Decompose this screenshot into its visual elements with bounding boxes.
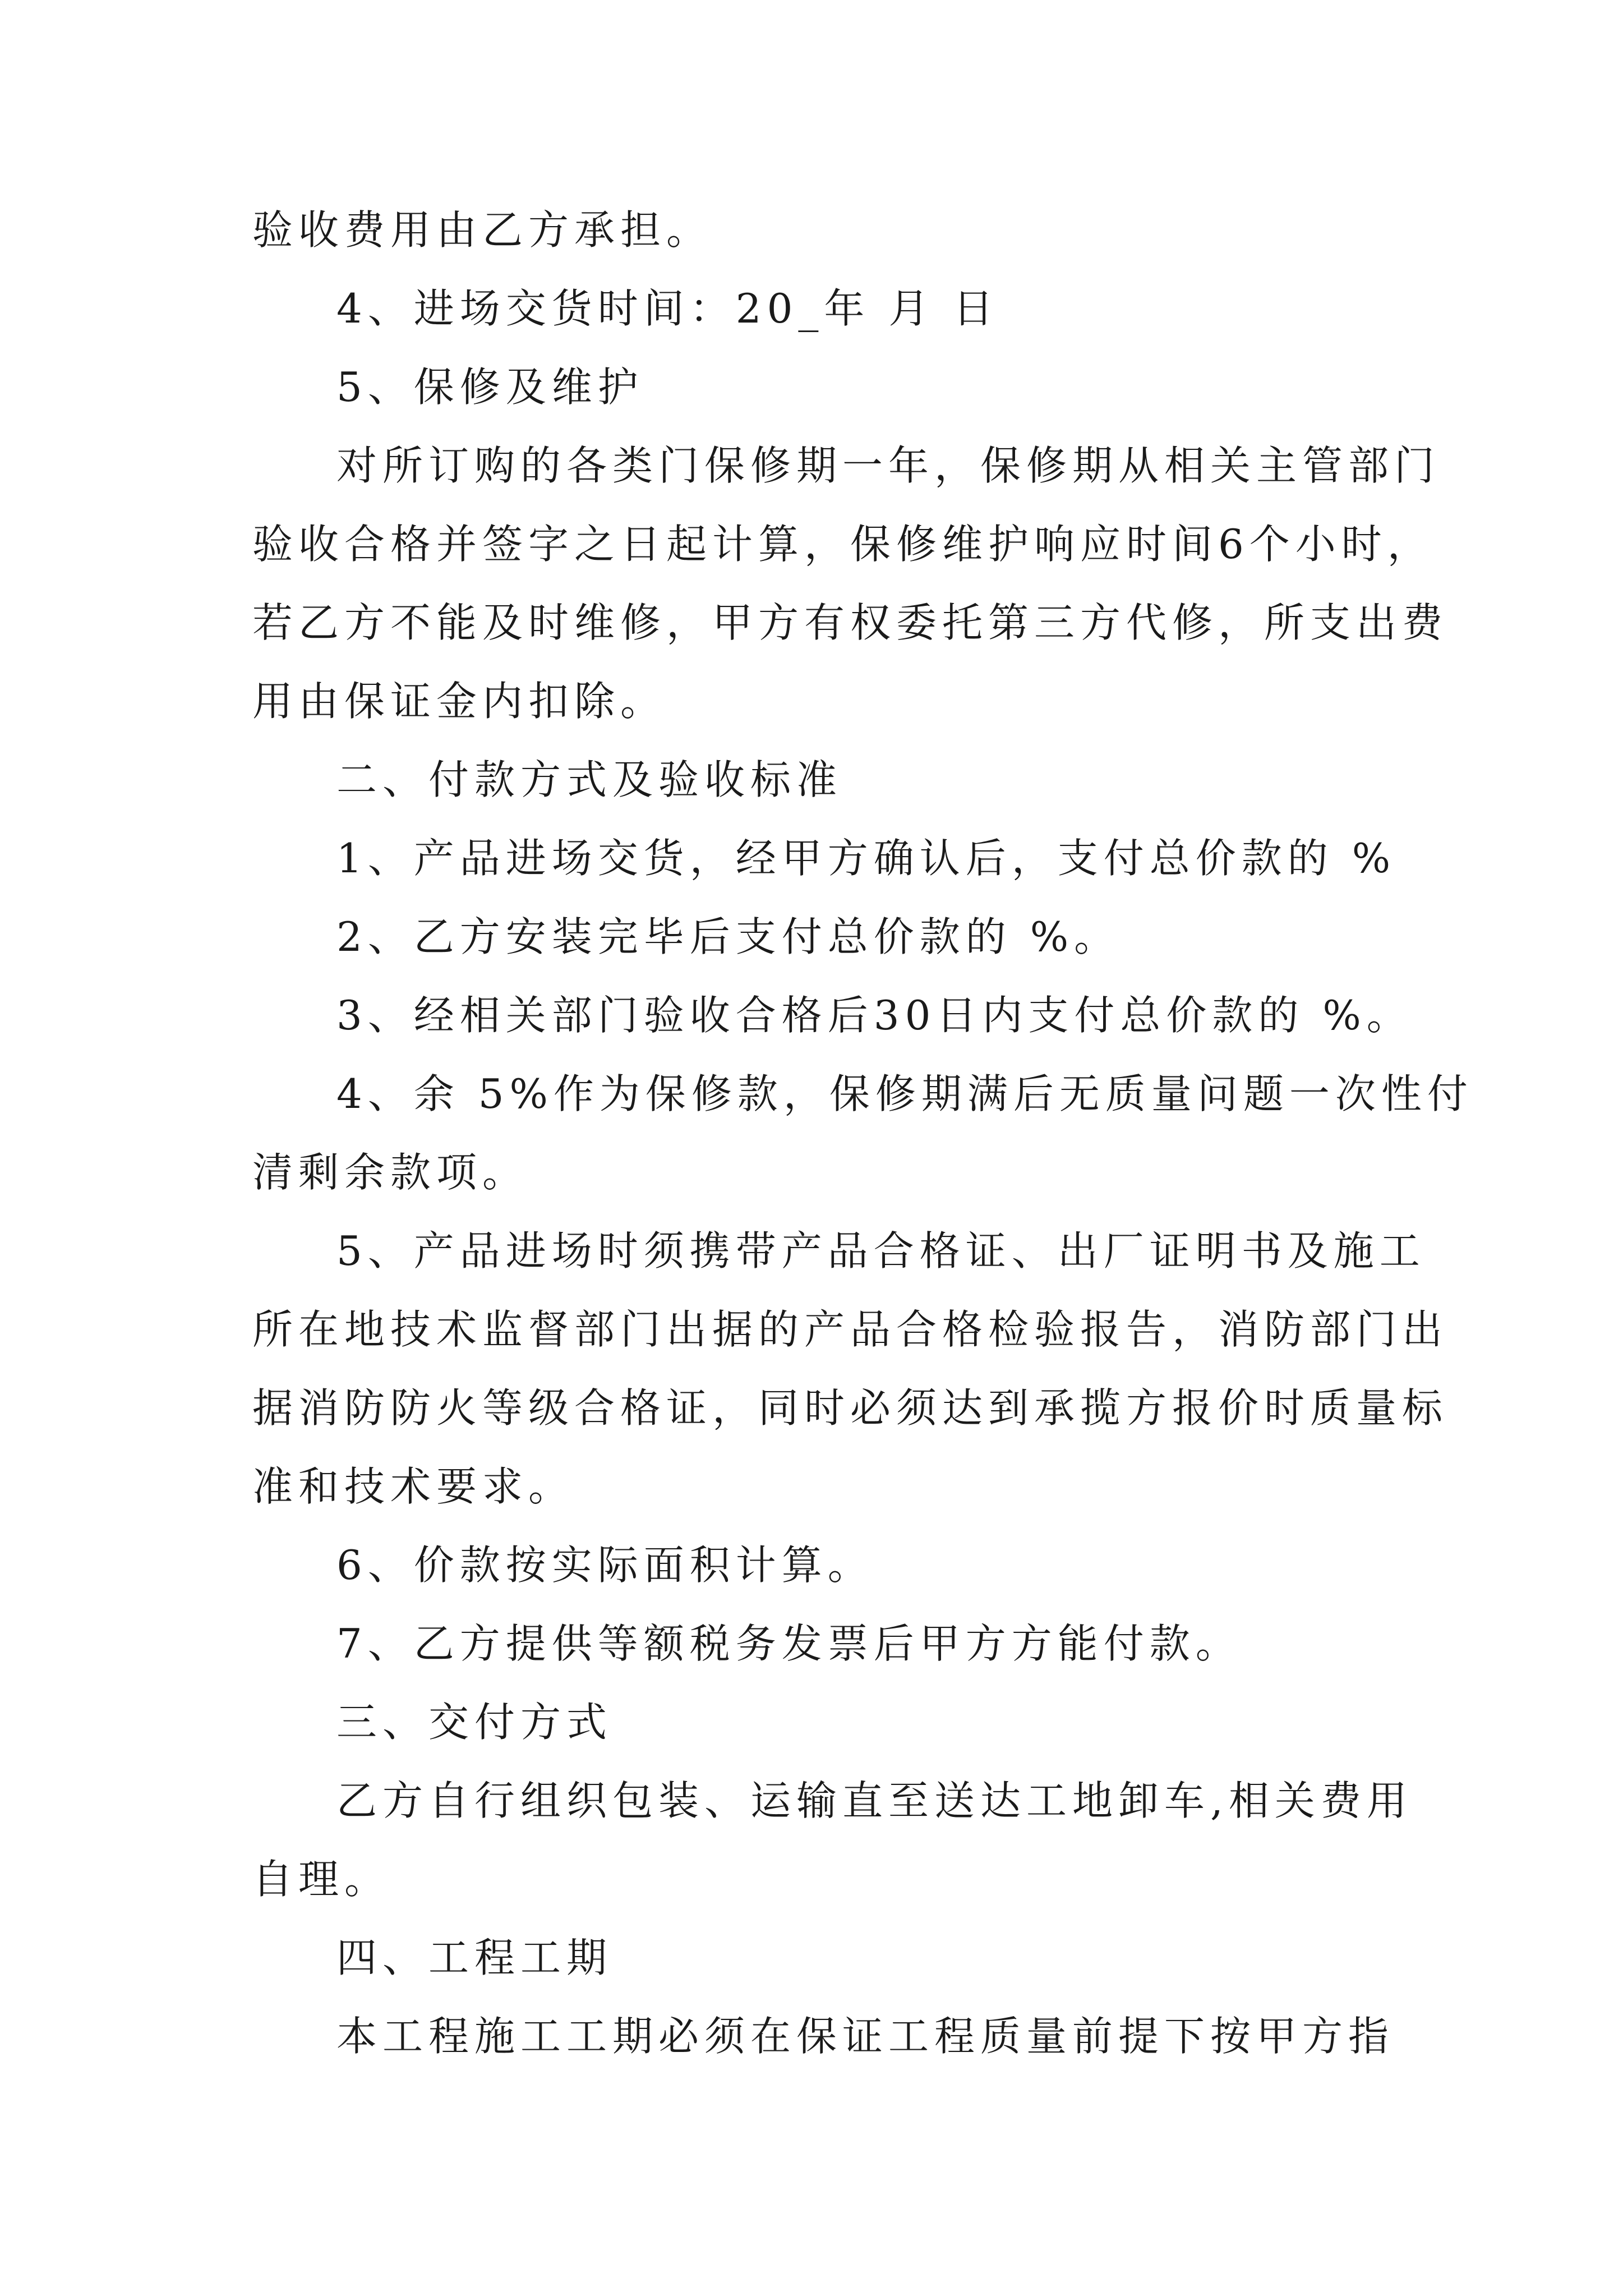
text-line-22: 自理。 [252,1856,391,1903]
text-line-19: 7、乙方提供等额税务发票后甲方方能付款。 [336,1620,1242,1667]
text-line-21: 乙方自行组织包装、运输直至送达工地卸车,相关费用 [336,1777,1413,1824]
text-line-18: 6、价款按实际面积计算。 [336,1542,874,1589]
text-line-9: 1、产品进场交货，经甲方确认后，支付总价款的 % [336,835,1396,882]
text-line-10: 2、乙方安装完毕后支付总价款的 %。 [336,913,1121,960]
text-line-4: 对所订购的各类门保修期一年，保修期从相关主管部门 [336,442,1441,489]
text-line-15: 所在地技术监督部门出据的产品合格检验报告，消防部门出 [252,1306,1449,1353]
text-line-3: 5、保修及维护 [336,364,644,411]
text-line-24: 本工程施工工期必须在保证工程质量前提下按甲方指 [336,2013,1395,2060]
text-line-2: 4、进场交货时间：20_年 月 日 [336,285,999,332]
text-line-11: 3、经相关部门验收合格后30日内支付总价款的 %。 [336,992,1413,1039]
text-line-1: 验收费用由乙方承担。 [252,206,713,254]
section-heading-schedule: 四、工程工期 [336,1934,613,1981]
section-heading-delivery: 三、交付方式 [336,1699,613,1746]
text-line-12: 4、余 5%作为保修款，保修期满后无质量问题一次性付 [336,1070,1473,1117]
text-line-5: 验收合格并签字之日起计算，保修维护响应时间6个小时， [252,521,1433,568]
text-line-13: 清剩余款项。 [252,1149,529,1196]
text-line-16: 据消防防火等级合格证，同时必须达到承揽方报价时质量标 [252,1384,1449,1432]
section-heading-payment: 二、付款方式及验收标准 [336,756,843,803]
text-line-17: 准和技术要求。 [252,1463,575,1510]
text-line-6: 若乙方不能及时维修，甲方有权委托第三方代修，所支出费 [252,599,1449,646]
text-line-7: 用由保证金内扣除。 [252,678,667,725]
text-line-14: 5、产品进场时须携带产品合格证、出厂证明书及施工 [336,1227,1426,1274]
